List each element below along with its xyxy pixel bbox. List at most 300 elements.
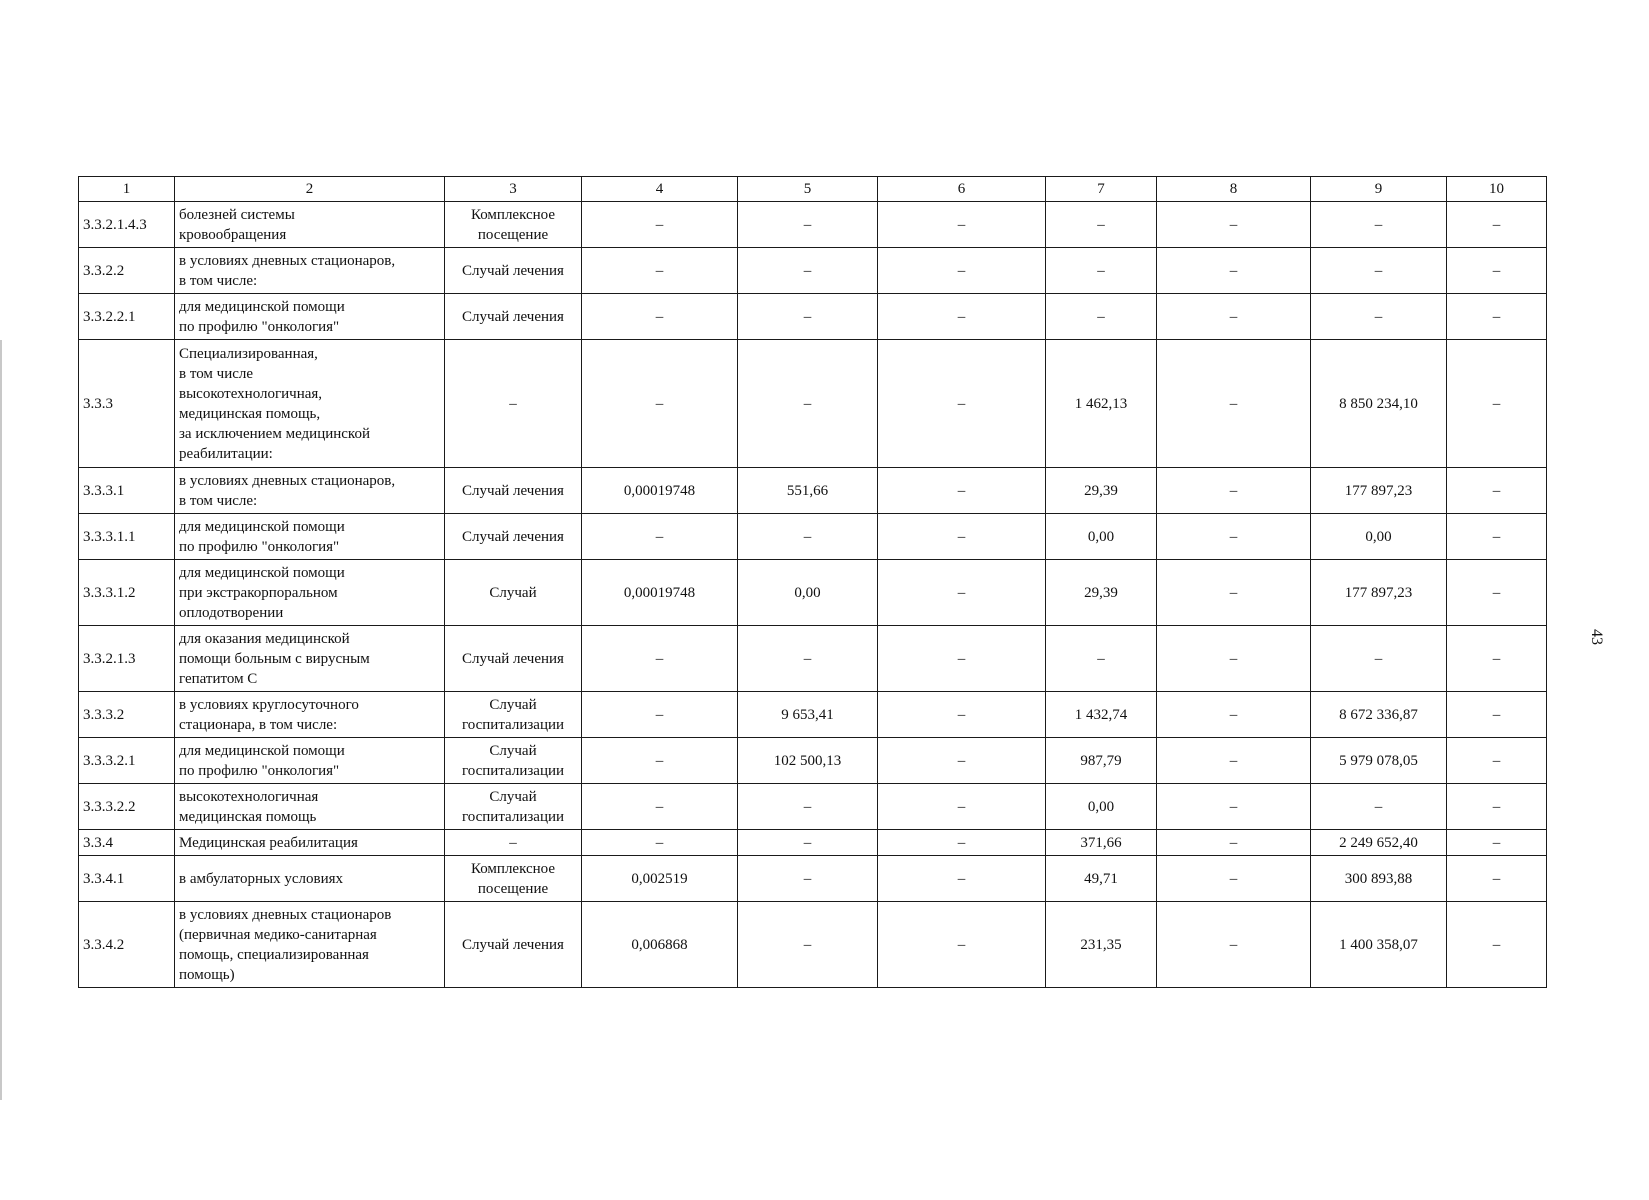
cell-col-6: [878, 340, 1046, 468]
scan-edge-mark: [0, 340, 2, 1100]
header-cell: 10: [1447, 177, 1547, 202]
cell-col-9-text: 0,00: [1365, 528, 1392, 545]
cell-col-7: [1046, 626, 1157, 692]
cell-col-7-text: 0,00: [1087, 798, 1115, 815]
cell-col-7-text: 231,35: [1080, 936, 1122, 953]
table-row: [79, 202, 1547, 248]
cell-col-10-text: –: [1492, 798, 1501, 815]
row-name: [175, 294, 445, 340]
row-unit: [445, 294, 582, 340]
cell-col-10: [1447, 902, 1547, 988]
cell-col-10-text: –: [1492, 528, 1501, 545]
cell-col-5: [738, 738, 878, 784]
row-unit-text: –: [509, 834, 517, 851]
cell-col-6: [878, 856, 1046, 902]
cell-col-6: [878, 738, 1046, 784]
cell-col-8-text: –: [1229, 528, 1238, 545]
row-unit-text: Случай госпитализации: [461, 696, 565, 733]
row-name: [175, 830, 445, 856]
cell-col-7-text: 1 432,74: [1074, 706, 1128, 723]
cell-col-5-text: –: [803, 262, 812, 279]
header-cell: 6: [878, 177, 1046, 202]
cell-col-5: [738, 560, 878, 626]
cell-col-5-text: –: [803, 936, 812, 953]
row-name-text: для медицинской помощи по профилю "онкология": [179, 518, 345, 555]
cell-col-10-text: –: [1492, 936, 1501, 953]
table-row: [79, 626, 1547, 692]
cell-col-5-text: –: [803, 798, 812, 815]
cell-col-7: [1046, 902, 1157, 988]
cell-col-10: [1447, 856, 1547, 902]
cell-col-9-text: –: [1374, 798, 1383, 815]
row-name-text: в условиях дневных стационаров (первичная медико-санитарная помощь, специализированная помощь): [179, 906, 392, 983]
cell-col-5: [738, 294, 878, 340]
cell-col-5: [738, 902, 878, 988]
cell-col-7: [1046, 560, 1157, 626]
cell-col-8: [1157, 856, 1311, 902]
cell-col-6-text: –: [957, 482, 966, 499]
row-code: [79, 248, 175, 294]
row-unit-text: Случай лечения: [462, 528, 564, 545]
cell-col-8-text: –: [1229, 308, 1238, 325]
row-name-text: для оказания медицинской помощи больным с вирусным гепатитом С: [179, 630, 370, 687]
table-row: [79, 468, 1547, 514]
cell-col-10: [1447, 626, 1547, 692]
header-cell: 5: [738, 177, 878, 202]
row-name-text: высокотехнологичная медицинская помощь: [179, 788, 319, 825]
cell-col-6-text: –: [957, 834, 966, 851]
cell-col-8-text: –: [1229, 482, 1238, 499]
cell-col-8-text: –: [1229, 752, 1238, 769]
row-code: [79, 784, 175, 830]
table-body: [79, 177, 1547, 988]
row-unit-text: Случай: [489, 584, 537, 601]
cell-col-10: [1447, 514, 1547, 560]
cell-col-9-text: 177 897,23: [1344, 584, 1413, 601]
cell-col-4: [582, 340, 738, 468]
cell-col-8: [1157, 830, 1311, 856]
table-row: [79, 560, 1547, 626]
row-code: [79, 468, 175, 514]
row-name: [175, 202, 445, 248]
cell-col-7: [1046, 692, 1157, 738]
header-cell: 8: [1157, 177, 1311, 202]
cell-col-9: [1311, 468, 1447, 514]
cell-col-7: [1046, 248, 1157, 294]
row-name: [175, 514, 445, 560]
cell-col-10: [1447, 294, 1547, 340]
cell-col-10-text: –: [1492, 482, 1501, 499]
cell-col-6: [878, 294, 1046, 340]
cell-col-5-text: –: [803, 528, 812, 545]
row-name-text: в условиях дневных стационаров, в том числе:: [179, 472, 396, 509]
cell-col-4-text: –: [655, 752, 664, 769]
row-code-text: 3.3.3.2.2: [83, 798, 136, 815]
row-unit: [445, 902, 582, 988]
cell-col-9-text: 2 249 652,40: [1339, 834, 1418, 851]
row-code: [79, 856, 175, 902]
row-code-text: 3.3.3.2.1: [83, 752, 136, 769]
cell-col-7: [1046, 294, 1157, 340]
row-name: [175, 738, 445, 784]
cell-col-8: [1157, 294, 1311, 340]
row-code-text: 3.3.4.1: [83, 870, 125, 887]
cell-col-10-text: –: [1492, 308, 1501, 325]
cell-col-5: [738, 514, 878, 560]
cell-col-8: [1157, 248, 1311, 294]
cell-col-8-text: –: [1229, 216, 1238, 233]
cell-col-4: [582, 294, 738, 340]
cell-col-8-text: –: [1229, 706, 1238, 723]
cell-col-7-text: 371,66: [1080, 834, 1122, 851]
cell-col-9-text: –: [1374, 262, 1383, 279]
cell-col-10: [1447, 830, 1547, 856]
cell-col-8: [1157, 560, 1311, 626]
cell-col-4: [582, 514, 738, 560]
row-code-text: 3.3.4: [83, 834, 113, 851]
cell-col-9: [1311, 692, 1447, 738]
cell-col-7-text: 29,39: [1084, 482, 1118, 499]
cell-col-9: [1311, 340, 1447, 468]
row-code-text: 3.3.4.2: [83, 936, 125, 953]
cell-col-8-text: –: [1229, 798, 1238, 815]
table-row: [79, 738, 1547, 784]
cell-col-4-text: –: [655, 798, 664, 815]
cell-col-9: [1311, 902, 1447, 988]
data-table: [78, 176, 1547, 988]
row-unit: [445, 692, 582, 738]
cell-col-10-text: –: [1492, 834, 1501, 851]
cell-col-6-text: –: [957, 216, 966, 233]
cell-col-6-text: –: [957, 528, 966, 545]
row-unit: [445, 248, 582, 294]
row-name: [175, 856, 445, 902]
row-unit-text: Случай лечения: [462, 308, 564, 325]
cell-col-8: [1157, 514, 1311, 560]
cell-col-7: [1046, 468, 1157, 514]
table-row: [79, 856, 1547, 902]
cell-col-9: [1311, 738, 1447, 784]
cell-col-5-text: 9 653,41: [781, 706, 834, 723]
cell-col-7: [1046, 784, 1157, 830]
cell-col-7-text: 49,71: [1084, 870, 1118, 887]
row-unit-text: Случай госпитализации: [461, 788, 565, 825]
cell-col-9-text: –: [1374, 308, 1383, 325]
row-unit: [445, 626, 582, 692]
cell-col-7-text: –: [1097, 216, 1105, 233]
row-unit: [445, 468, 582, 514]
cell-col-7: [1046, 830, 1157, 856]
cell-col-4: [582, 468, 738, 514]
cell-col-6-text: –: [957, 752, 966, 769]
row-unit-text: Случай лечения: [462, 262, 564, 279]
row-unit-text: –: [509, 395, 517, 412]
header-cell: 7: [1046, 177, 1157, 202]
cell-col-4-text: –: [655, 216, 664, 233]
cell-col-7-text: 1 462,13: [1074, 395, 1128, 412]
header-row: [79, 177, 1547, 202]
cell-col-8-text: –: [1229, 870, 1238, 887]
cell-col-10-text: –: [1492, 706, 1501, 723]
row-unit: [445, 514, 582, 560]
row-code-text: 3.3.3.2: [83, 706, 125, 723]
header-cell: 9: [1311, 177, 1447, 202]
table-row: [79, 294, 1547, 340]
cell-col-7-text: 29,39: [1084, 584, 1118, 601]
row-name: [175, 902, 445, 988]
cell-col-5: [738, 248, 878, 294]
row-code-text: 3.3.2.2.1: [83, 308, 136, 325]
cell-col-6-text: –: [957, 308, 966, 325]
row-name-text: Медицинская реабилитация: [179, 834, 358, 851]
row-code-text: 3.3.3.1.1: [83, 528, 136, 545]
cell-col-4: [582, 248, 738, 294]
cell-col-7: [1046, 340, 1157, 468]
cell-col-6-text: –: [957, 650, 966, 667]
row-code: [79, 626, 175, 692]
cell-col-8: [1157, 692, 1311, 738]
cell-col-6: [878, 830, 1046, 856]
row-unit: [445, 856, 582, 902]
row-name-text: для медицинской помощи при экстракорпоральном оплодотворении: [179, 564, 345, 621]
cell-col-6-text: –: [957, 936, 966, 953]
table-row: [79, 830, 1547, 856]
cell-col-9: [1311, 856, 1447, 902]
cell-col-6: [878, 248, 1046, 294]
cell-col-8: [1157, 202, 1311, 248]
cell-col-9-text: 177 897,23: [1344, 482, 1413, 499]
row-code: [79, 514, 175, 560]
cell-col-9-text: 300 893,88: [1344, 870, 1413, 887]
cell-col-6-text: –: [957, 262, 966, 279]
cell-col-7-text: 0,00: [1087, 528, 1115, 545]
cell-col-6-text: –: [957, 706, 966, 723]
row-unit: [445, 202, 582, 248]
cell-col-4: [582, 784, 738, 830]
cell-col-8-text: –: [1229, 395, 1238, 412]
cell-col-4-text: –: [655, 528, 664, 545]
cell-col-4: [582, 902, 738, 988]
cell-col-8: [1157, 784, 1311, 830]
page-number: 43: [1588, 629, 1605, 645]
row-name-text: для медицинской помощи по профилю "онкология": [179, 298, 345, 335]
cell-col-7-text: –: [1097, 308, 1105, 325]
row-code-text: 3.3.3.1.2: [83, 584, 136, 601]
cell-col-10: [1447, 468, 1547, 514]
row-name: [175, 340, 445, 468]
cell-col-9: [1311, 784, 1447, 830]
cell-col-10-text: –: [1492, 870, 1501, 887]
row-unit-text: Случай лечения: [462, 936, 564, 953]
cell-col-9: [1311, 248, 1447, 294]
cell-col-10: [1447, 248, 1547, 294]
cell-col-10-text: –: [1492, 752, 1501, 769]
cell-col-5: [738, 468, 878, 514]
cell-col-7: [1046, 514, 1157, 560]
cell-col-9: [1311, 626, 1447, 692]
cell-col-4: [582, 202, 738, 248]
cell-col-4-text: 0,002519: [631, 870, 688, 887]
cell-col-9-text: –: [1374, 216, 1383, 233]
row-code-text: 3.3.3.1: [83, 482, 125, 499]
cell-col-8-text: –: [1229, 650, 1238, 667]
row-name-text: в условиях круглосуточного стационара, в том числе:: [179, 696, 359, 733]
cell-col-8: [1157, 738, 1311, 784]
cell-col-4-text: 0,00019748: [623, 584, 696, 601]
row-unit-text: Случай лечения: [462, 482, 564, 499]
cell-col-5: [738, 202, 878, 248]
cell-col-9-text: 8 672 336,87: [1339, 706, 1418, 723]
cell-col-5: [738, 856, 878, 902]
cell-col-8-text: –: [1229, 936, 1238, 953]
cell-col-4-text: –: [655, 308, 664, 325]
cell-col-5: [738, 692, 878, 738]
cell-col-9-text: 5 979 078,05: [1339, 752, 1418, 769]
row-code: [79, 202, 175, 248]
row-code-text: 3.3.2.1.4.3: [83, 216, 147, 233]
row-name-text: для медицинской помощи по профилю "онкология": [179, 742, 345, 779]
cell-col-5-text: –: [803, 308, 812, 325]
cell-col-5: [738, 830, 878, 856]
row-name: [175, 248, 445, 294]
cell-col-5-text: –: [803, 834, 812, 851]
cell-col-6: [878, 692, 1046, 738]
row-name: [175, 468, 445, 514]
header-cell: 2: [175, 177, 445, 202]
cell-col-6: [878, 468, 1046, 514]
cell-col-4: [582, 560, 738, 626]
cell-col-7: [1046, 856, 1157, 902]
cell-col-4-text: 0,00019748: [623, 482, 696, 499]
cell-col-6-text: –: [957, 584, 966, 601]
cell-col-10-text: –: [1492, 216, 1501, 233]
cell-col-5-text: 102 500,13: [773, 752, 842, 769]
row-code: [79, 738, 175, 784]
table-row: [79, 692, 1547, 738]
cell-col-8: [1157, 902, 1311, 988]
cell-col-9-text: 1 400 358,07: [1339, 936, 1418, 953]
cell-col-10-text: –: [1492, 650, 1501, 667]
row-name: [175, 560, 445, 626]
header-cell: 4: [582, 177, 738, 202]
row-name-text: Специализированная, в том числе высокотехнологичная, медицинская помощь, за исключением медицинской реабилитации:: [179, 345, 370, 462]
row-code: [79, 294, 175, 340]
cell-col-5-text: –: [803, 650, 812, 667]
cell-col-10: [1447, 560, 1547, 626]
row-code: [79, 560, 175, 626]
row-code-text: 3.3.3: [83, 395, 113, 412]
cell-col-10-text: –: [1492, 395, 1501, 412]
cell-col-6: [878, 902, 1046, 988]
cell-col-5: [738, 626, 878, 692]
cell-col-6-text: –: [957, 798, 966, 815]
cell-col-4-text: –: [655, 834, 664, 851]
cell-col-9: [1311, 560, 1447, 626]
table-row: [79, 340, 1547, 468]
header-cell: 1: [79, 177, 175, 202]
cell-col-7-text: 987,79: [1080, 752, 1122, 769]
cell-col-6-text: –: [957, 870, 966, 887]
cell-col-5-text: 0,00: [794, 584, 821, 601]
row-code: [79, 830, 175, 856]
row-unit-text: Комплексное посещение: [470, 860, 556, 897]
row-code: [79, 692, 175, 738]
row-code: [79, 902, 175, 988]
cell-col-9: [1311, 514, 1447, 560]
row-name: [175, 692, 445, 738]
cell-col-6: [878, 784, 1046, 830]
cell-col-7-text: –: [1097, 262, 1105, 279]
cell-col-7-text: –: [1097, 650, 1105, 667]
row-unit-text: Случай лечения: [462, 650, 564, 667]
cell-col-4-text: –: [655, 706, 664, 723]
cell-col-7: [1046, 202, 1157, 248]
table-row: [79, 514, 1547, 560]
cell-col-8-text: –: [1229, 584, 1238, 601]
cell-col-10: [1447, 738, 1547, 784]
cell-col-7: [1046, 738, 1157, 784]
cell-col-4-text: –: [655, 650, 664, 667]
row-code: [79, 340, 175, 468]
cell-col-10-text: –: [1492, 262, 1501, 279]
row-unit: [445, 738, 582, 784]
cell-col-4: [582, 738, 738, 784]
row-name-text: в амбулаторных условиях: [179, 870, 344, 887]
cell-col-4-text: –: [655, 395, 664, 412]
row-code-text: 3.3.2.1.3: [83, 650, 136, 667]
cell-col-5-text: 551,66: [786, 482, 829, 499]
cell-col-9-text: –: [1374, 650, 1383, 667]
row-name-text: болезней системы кровообращения: [179, 206, 295, 243]
row-unit: [445, 560, 582, 626]
row-name: [175, 626, 445, 692]
cell-col-6: [878, 514, 1046, 560]
cell-col-5-text: –: [803, 870, 812, 887]
row-unit: [445, 784, 582, 830]
cell-col-10-text: –: [1492, 584, 1501, 601]
cell-col-4-text: 0,006868: [631, 936, 688, 953]
row-unit: [445, 340, 582, 468]
cell-col-5-text: –: [803, 395, 812, 412]
cell-col-6: [878, 560, 1046, 626]
row-unit-text: Комплексное посещение: [470, 206, 556, 243]
cell-col-6: [878, 626, 1046, 692]
cell-col-8: [1157, 340, 1311, 468]
table-row: [79, 902, 1547, 988]
cell-col-6-text: –: [957, 395, 966, 412]
cell-col-4: [582, 692, 738, 738]
cell-col-9: [1311, 830, 1447, 856]
cell-col-9-text: 8 850 234,10: [1339, 395, 1418, 412]
row-code-text: 3.3.2.2: [83, 262, 125, 279]
cell-col-9: [1311, 294, 1447, 340]
cell-col-8-text: –: [1229, 834, 1238, 851]
table-row: [79, 248, 1547, 294]
cell-col-5: [738, 784, 878, 830]
cell-col-9: [1311, 202, 1447, 248]
cell-col-6: [878, 202, 1046, 248]
row-name-text: в условиях дневных стационаров, в том числе:: [179, 252, 396, 289]
cell-col-8: [1157, 468, 1311, 514]
row-unit: [445, 830, 582, 856]
row-unit-text: Случай госпитализации: [461, 742, 565, 779]
cell-col-10: [1447, 784, 1547, 830]
header-cell: 3: [445, 177, 582, 202]
cell-col-5-text: –: [803, 216, 812, 233]
cell-col-4: [582, 626, 738, 692]
cell-col-8-text: –: [1229, 262, 1238, 279]
cell-col-4: [582, 856, 738, 902]
